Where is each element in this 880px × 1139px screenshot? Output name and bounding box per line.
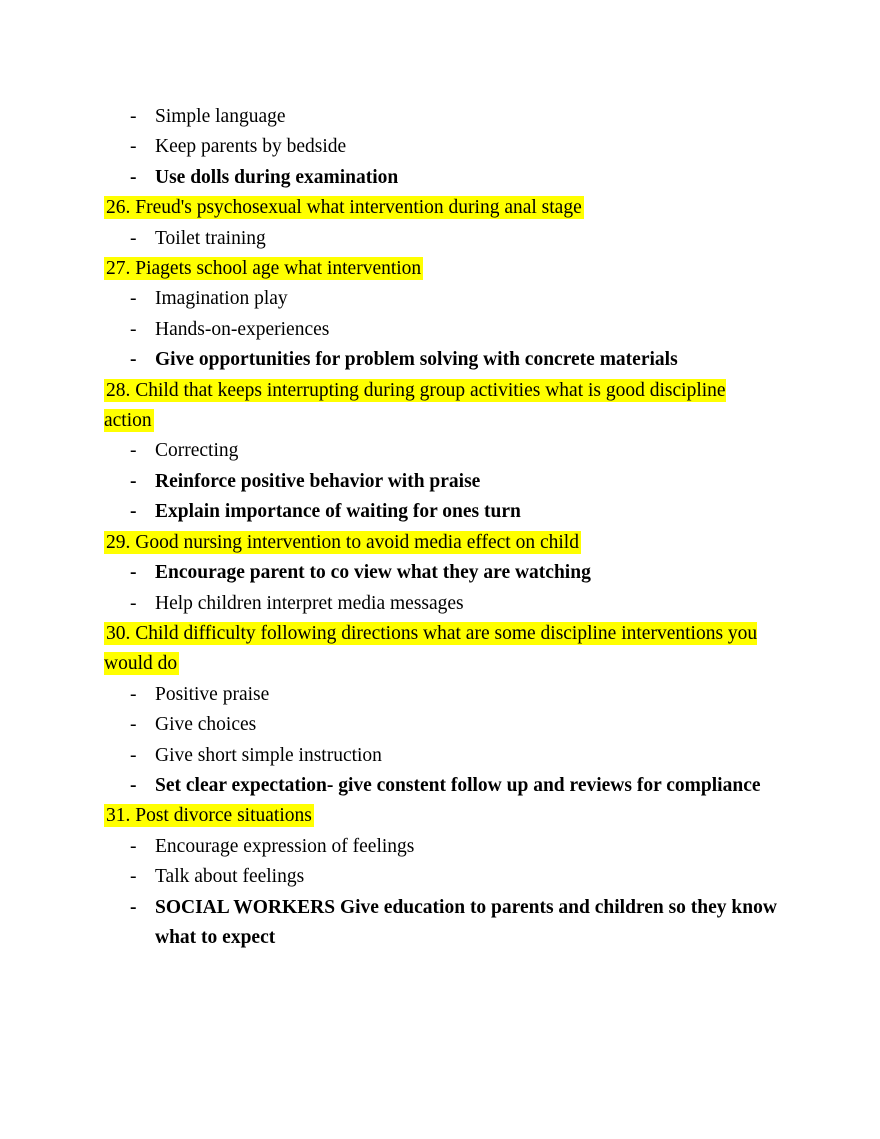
bullet-text: Reinforce positive behavior with praise <box>155 470 481 492</box>
bullet-text: Positive praise <box>155 683 270 705</box>
highlighted-question-text: 31. Post divorce situations <box>106 805 312 827</box>
question-line <box>104 801 777 831</box>
bullet-item <box>130 284 777 314</box>
bullet-text: Imagination play <box>155 288 288 310</box>
bullet-item <box>130 224 777 254</box>
bullet-text: Encourage expression of feelings <box>155 835 415 857</box>
bullet-text: Toilet training <box>155 227 266 249</box>
bullet-text: Give short simple instruction <box>155 744 382 766</box>
bullet-dash: - <box>130 774 137 796</box>
highlighted-question-text: 27. Piagets school age what intervention <box>106 258 422 280</box>
highlighted-question-text: 30. Child difficulty following directions what are some discipline interventions you would do <box>104 622 758 675</box>
bullet-dash: - <box>130 562 137 584</box>
bullet-item <box>130 163 777 193</box>
bullet-text: Help children interpret media messages <box>155 592 464 614</box>
bullet-dash: - <box>130 896 137 918</box>
bullet-dash: - <box>130 470 137 492</box>
bullet-dash: - <box>130 227 137 249</box>
bullet-text: Talk about feelings <box>155 866 305 888</box>
bullet-dash: - <box>130 501 137 523</box>
highlighted-question-text: 26. Freud's psychosexual what intervention during anal stage <box>106 197 582 219</box>
bullet-dash: - <box>130 318 137 340</box>
bullet-item <box>130 102 777 132</box>
bullet-dash: - <box>130 683 137 705</box>
bullet-item <box>130 862 777 892</box>
bullet-dash: - <box>130 835 137 857</box>
question-line <box>104 254 777 284</box>
bullet-text: SOCIAL WORKERS Give education to parents and children so they know what to expect <box>155 896 777 948</box>
bullet-item <box>130 497 777 527</box>
bullet-text: Encourage parent to co view what they are watching <box>155 562 591 584</box>
question-line <box>104 376 777 437</box>
bullet-dash: - <box>130 136 137 158</box>
question-line <box>104 193 777 223</box>
question-line <box>104 528 777 558</box>
bullet-text: Keep parents by bedside <box>155 136 347 158</box>
bullet-item <box>130 558 777 588</box>
bullet-dash: - <box>130 166 137 188</box>
bullet-dash: - <box>130 440 137 462</box>
bullet-text: Simple language <box>155 106 286 127</box>
bullet-item <box>130 589 777 619</box>
bullet-dash: - <box>130 714 137 736</box>
bullet-item <box>130 680 777 710</box>
bullet-dash: - <box>130 106 137 127</box>
bullet-item <box>130 710 777 740</box>
bullet-item <box>130 771 777 801</box>
bullet-item <box>130 315 777 345</box>
bullet-item <box>130 893 777 954</box>
bullet-dash: - <box>130 349 137 371</box>
bullet-text: Explain importance of waiting for ones turn <box>155 501 521 523</box>
bullet-item <box>130 345 777 375</box>
bullet-dash: - <box>130 592 137 614</box>
question-line <box>104 619 777 680</box>
bullet-text: Set clear expectation- give constent follow up and reviews for compliance <box>155 774 761 796</box>
bullet-dash: - <box>130 744 137 766</box>
bullet-text: Give opportunities for problem solving with concrete materials <box>155 349 678 371</box>
highlighted-question-text: 29. Good nursing intervention to avoid media effect on child <box>106 531 579 553</box>
highlighted-question-text: 28. Child that keeps interrupting during group activities what is good discipline action <box>104 379 726 432</box>
bullet-dash: - <box>130 866 137 888</box>
bullet-text: Correcting <box>155 440 239 462</box>
bullet-text: Hands-on-experiences <box>155 318 330 340</box>
bullet-item <box>130 436 777 466</box>
bullet-item <box>130 741 777 771</box>
bullet-item <box>130 132 777 162</box>
bullet-item <box>130 467 777 497</box>
bullet-text: Use dolls during examination <box>155 166 399 188</box>
bullet-item <box>130 832 777 862</box>
bullet-text: Give choices <box>155 714 257 736</box>
bullet-dash: - <box>130 288 137 310</box>
